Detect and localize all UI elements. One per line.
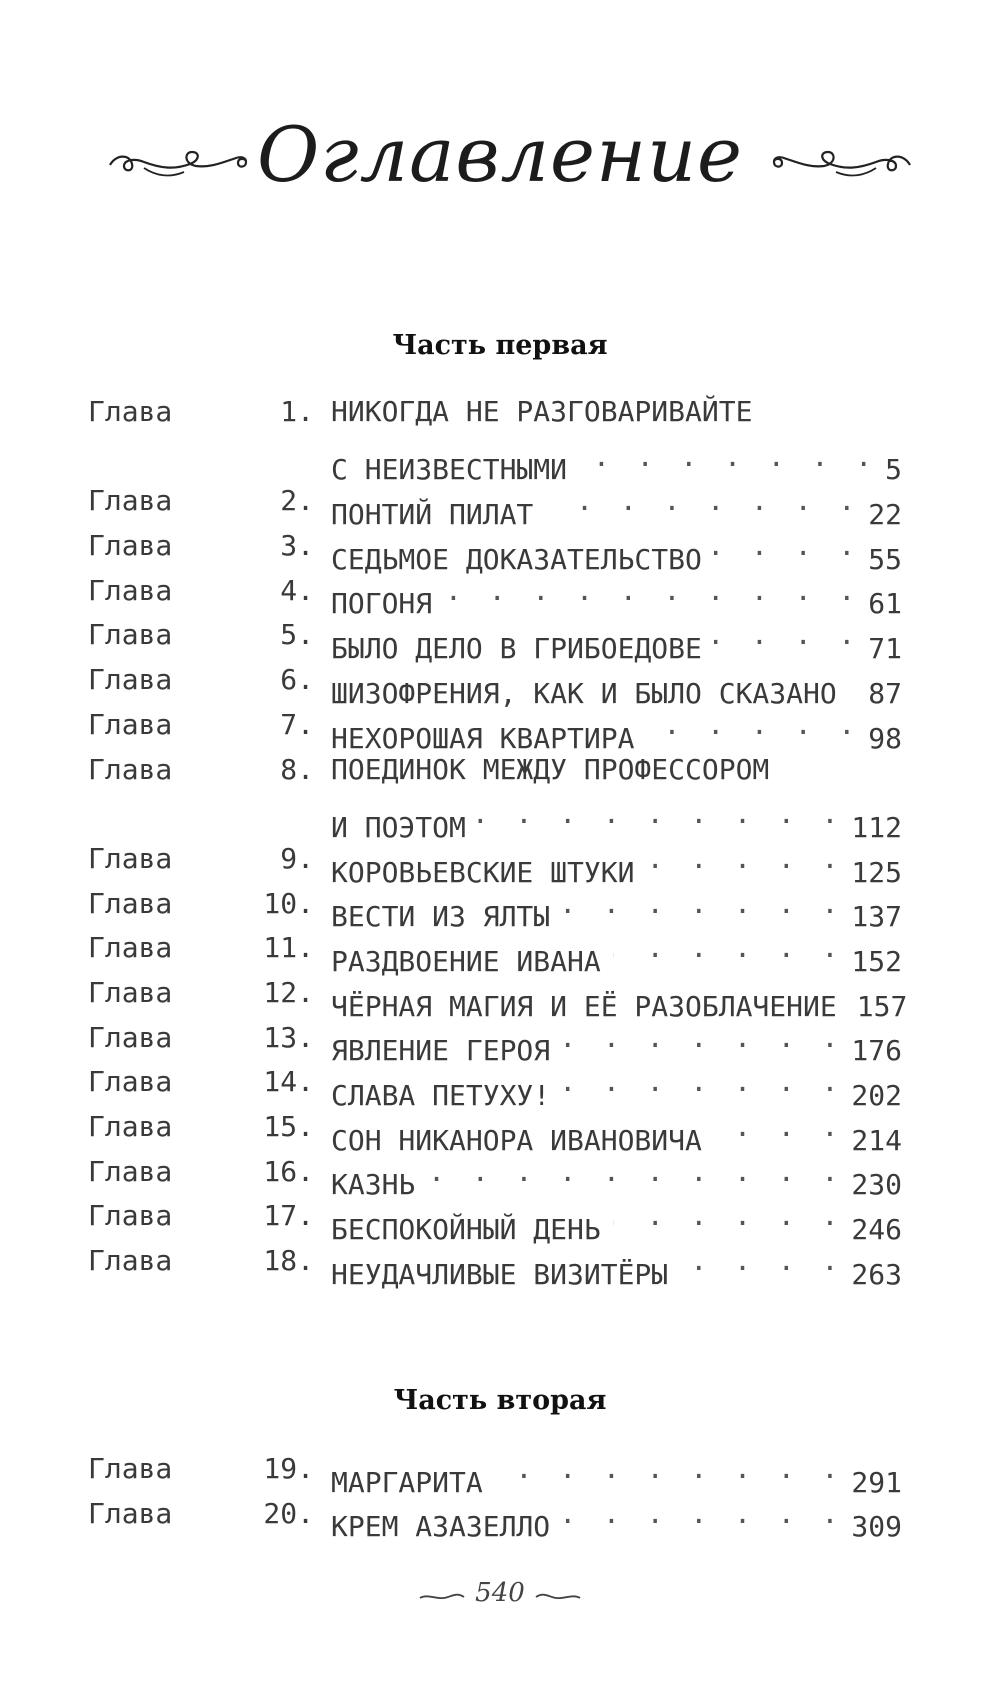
leader-dots bbox=[562, 882, 843, 927]
page-title: Оглавление bbox=[256, 110, 743, 199]
chapter-title: КОРОВЬЕВСКИЕ ШТУКИ bbox=[331, 855, 635, 889]
chapter-label: Глава bbox=[88, 395, 173, 428]
chapter-title: КРЕМ АЗАЗЕЛЛО bbox=[331, 1510, 551, 1544]
page-header bbox=[0, 110, 1000, 220]
leader-dots bbox=[646, 703, 860, 748]
chapter-label: Глава bbox=[88, 707, 173, 741]
leader-dots bbox=[714, 613, 860, 658]
chapter-page: 87 bbox=[868, 676, 902, 710]
toc-row[interactable] bbox=[88, 926, 902, 978]
chapter-title: И ПОЭТОМ bbox=[331, 810, 466, 844]
chapter-label: Глава bbox=[88, 752, 173, 786]
toc-row[interactable] bbox=[88, 524, 902, 576]
toc-row[interactable] bbox=[88, 658, 902, 710]
leader-dots bbox=[444, 569, 860, 614]
toc-row[interactable] bbox=[88, 1105, 902, 1157]
chapter-label: Глава bbox=[88, 1199, 173, 1233]
chapter-number: 13. bbox=[263, 1020, 314, 1054]
leader-dots bbox=[613, 926, 844, 971]
chapter-page: 214 bbox=[851, 1123, 902, 1157]
chapter-page: 157 bbox=[856, 989, 908, 1023]
chapter-title: НЕУДАЧЛИВЫЕ ВИЗИТЁРЫ bbox=[331, 1257, 669, 1291]
toc-row[interactable] bbox=[88, 703, 902, 755]
chapter-title-line1: НИКОГДА НЕ РАЗГОВАРИВАЙТЕ bbox=[331, 395, 753, 428]
chapter-page: 137 bbox=[851, 900, 902, 934]
chapter-page: 112 bbox=[851, 810, 902, 844]
toc-row[interactable] bbox=[88, 1060, 902, 1113]
leader-dots bbox=[495, 1447, 844, 1492]
chapter-number: 20. bbox=[263, 1496, 314, 1530]
chapter-title: ПОНТИЙ ПИЛАТ bbox=[331, 498, 534, 532]
chapter-page: 98 bbox=[868, 721, 902, 755]
chapter-title: ВЕСТИ ИЗ ЯЛТЫ bbox=[331, 900, 551, 934]
chapter-label: Глава bbox=[88, 618, 173, 652]
part-two-title: Часть вторая bbox=[393, 1385, 607, 1416]
toc-row[interactable] bbox=[88, 748, 902, 793]
chapter-number: 4. bbox=[280, 573, 314, 607]
chapter-title: ЧЁРНАЯ МАГИЯ И ЕЁ РАЗОБЛАЧЕНИЕ bbox=[331, 989, 837, 1023]
leader-dots bbox=[646, 837, 843, 882]
chapter-number: 7. bbox=[280, 707, 314, 741]
chapter-title: БЕСПОКОЙНЫЙ ДЕНЬ bbox=[331, 1213, 601, 1247]
chapter-label: Глава bbox=[88, 663, 173, 697]
chapter-title: СОН НИКАНОРА ИВАНОВИЧА bbox=[331, 1123, 702, 1157]
chapter-number: 19. bbox=[263, 1452, 314, 1485]
chapter-page: 125 bbox=[851, 855, 902, 889]
chapter-number: 9. bbox=[280, 841, 314, 875]
chapter-label: Глава bbox=[88, 1496, 173, 1530]
toc-row[interactable] bbox=[88, 1492, 902, 1544]
chapter-number: 3. bbox=[280, 529, 314, 563]
footer-left-ornament-icon bbox=[418, 1589, 466, 1605]
part-one-title: Часть первая bbox=[392, 330, 608, 361]
toc-part-one bbox=[88, 390, 908, 1291]
leader-dots bbox=[545, 479, 860, 524]
chapter-label: Глава bbox=[88, 484, 173, 518]
chapter-number: 6. bbox=[280, 663, 314, 697]
chapter-title: С НЕИЗВЕСТНЫМИ bbox=[331, 453, 568, 487]
chapter-number: 2. bbox=[280, 484, 314, 518]
chapter-label: Глава bbox=[88, 1110, 173, 1143]
toc-row[interactable] bbox=[88, 1447, 902, 1499]
toc-row[interactable] bbox=[88, 792, 902, 844]
chapter-number: 15. bbox=[263, 1110, 314, 1143]
leader-dots bbox=[562, 1492, 843, 1537]
footer-right-ornament-icon bbox=[534, 1589, 582, 1605]
chapter-number: 10. bbox=[263, 886, 314, 920]
chapter-label: Глава bbox=[88, 573, 173, 607]
leader-dots bbox=[562, 1060, 843, 1105]
toc-row[interactable] bbox=[88, 971, 908, 1023]
chapter-page: 71 bbox=[868, 632, 902, 666]
chapter-title: РАЗДВОЕНИЕ ИВАНА bbox=[331, 944, 601, 978]
chapter-page: 230 bbox=[851, 1168, 902, 1202]
toc-row[interactable] bbox=[88, 613, 902, 666]
toc-row[interactable] bbox=[88, 1150, 902, 1202]
chapter-title: ШИЗОФРЕНИЯ, КАК И БЫЛО СКАЗАНО bbox=[331, 676, 837, 710]
chapter-label: Глава bbox=[88, 975, 173, 1009]
leader-dots bbox=[427, 1150, 843, 1195]
chapter-number: 12. bbox=[263, 975, 314, 1009]
chapter-number: 8. bbox=[280, 752, 314, 786]
chapter-number: 17. bbox=[263, 1199, 314, 1233]
leader-dots bbox=[714, 524, 860, 569]
chapter-page: 22 bbox=[868, 498, 902, 532]
chapter-number: 11. bbox=[263, 931, 314, 965]
chapter-number: 1. bbox=[280, 395, 314, 428]
toc-row[interactable] bbox=[88, 569, 902, 621]
chapter-title: СЛАВА ПЕТУХУ! bbox=[331, 1079, 551, 1113]
page-number: 540 bbox=[475, 1578, 525, 1608]
page-footer bbox=[0, 1578, 1000, 1608]
chapter-label: Глава bbox=[88, 1065, 173, 1099]
chapter-label: Глава bbox=[88, 931, 173, 965]
chapter-title: КАЗНЬ bbox=[331, 1168, 416, 1202]
chapter-number: 5. bbox=[280, 618, 314, 652]
chapter-label: Глава bbox=[88, 841, 173, 875]
chapter-title: СЕДЬМОЕ ДОКАЗАТЕЛЬСТВО bbox=[331, 542, 702, 576]
chapter-label: Глава bbox=[88, 1020, 173, 1054]
chapter-label: Глава bbox=[88, 886, 173, 920]
chapter-label: Глава bbox=[88, 529, 173, 563]
chapter-title: МАРГАРИТА bbox=[331, 1465, 483, 1499]
chapter-page: 5 bbox=[885, 453, 902, 487]
chapter-page: 246 bbox=[851, 1213, 902, 1247]
leader-dots bbox=[478, 792, 844, 837]
chapter-page: 176 bbox=[851, 1034, 902, 1068]
toc-row[interactable] bbox=[88, 479, 902, 532]
chapter-title: БЫЛО ДЕЛО В ГРИБОЕДОВЕ bbox=[331, 632, 702, 666]
chapter-label: Глава bbox=[88, 1244, 173, 1278]
chapter-number: 14. bbox=[263, 1065, 314, 1099]
chapter-page: 55 bbox=[868, 542, 902, 576]
chapter-page: 61 bbox=[868, 587, 902, 621]
chapter-title: НЕХОРОШАЯ КВАРТИРА bbox=[331, 721, 635, 755]
toc-row[interactable] bbox=[88, 390, 902, 435]
chapter-number: 16. bbox=[263, 1154, 314, 1188]
leader-dots bbox=[579, 435, 877, 480]
chapter-title-line1: ПОЕДИНОК МЕЖДУ ПРОФЕССОРОМ bbox=[331, 752, 770, 786]
leader-dots bbox=[714, 1105, 844, 1150]
toc-row[interactable] bbox=[88, 1239, 902, 1291]
chapter-page: 152 bbox=[851, 944, 902, 978]
leader-dots bbox=[849, 658, 861, 703]
chapter-label: Глава bbox=[88, 1154, 173, 1188]
leader-dots bbox=[613, 1194, 844, 1239]
right-flourish-icon bbox=[772, 138, 912, 188]
toc-row[interactable] bbox=[88, 1016, 902, 1068]
toc-row[interactable] bbox=[88, 1194, 902, 1247]
toc-row[interactable] bbox=[88, 837, 902, 889]
leader-dots bbox=[680, 1239, 843, 1284]
toc-row[interactable] bbox=[88, 435, 902, 487]
chapter-label: Глава bbox=[88, 1452, 173, 1485]
chapter-page: 309 bbox=[851, 1510, 902, 1544]
chapter-title: ПОГОНЯ bbox=[331, 587, 433, 621]
toc-part-two bbox=[88, 1447, 902, 1544]
chapter-page: 202 bbox=[851, 1079, 902, 1113]
chapter-title: ЯВЛЕНИЕ ГЕРОЯ bbox=[331, 1034, 551, 1068]
chapter-number: 18. bbox=[263, 1244, 314, 1278]
leader-dots bbox=[562, 1016, 843, 1061]
chapter-page: 291 bbox=[851, 1465, 902, 1499]
toc-row[interactable] bbox=[88, 882, 902, 934]
chapter-page: 263 bbox=[851, 1257, 902, 1291]
